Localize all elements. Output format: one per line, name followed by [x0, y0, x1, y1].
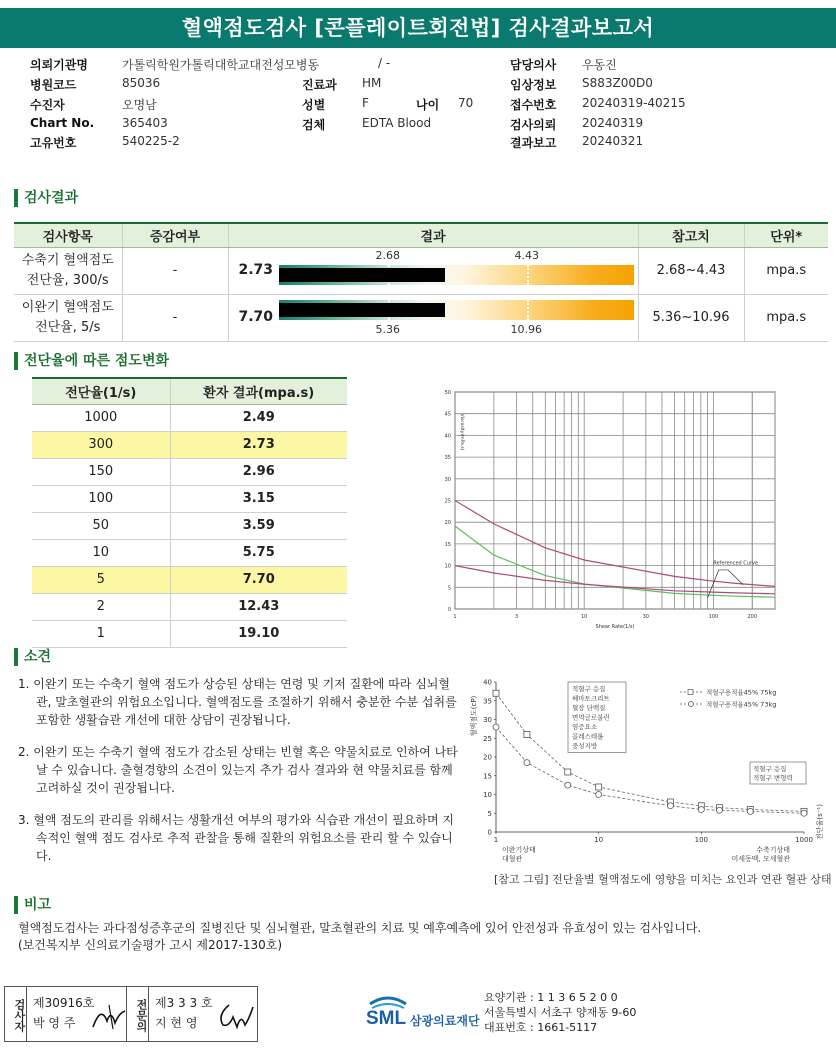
x-right-caption-1: 수축기상태: [756, 846, 790, 854]
footer: [0, 986, 836, 1046]
viscosity-chart: [425, 384, 790, 634]
table-row: [32, 458, 347, 485]
result-unit: mpa.s: [744, 294, 828, 341]
institution-value: 가톨릭학원가톨릭대학교대전성모병동: [122, 58, 320, 72]
verifier-name: 박 영 주: [33, 1016, 76, 1030]
result-bar-fill: [279, 268, 446, 282]
result-change: -: [122, 294, 228, 341]
factor-label-2: 적혈구 변형력: [753, 774, 793, 782]
hospital-code-label: 병원코드: [30, 78, 77, 92]
data-point: [716, 807, 722, 813]
factor-label: 콜레스테롤: [572, 732, 604, 741]
shear-rate-cell: 1000: [32, 404, 170, 431]
verifier-license: 제30916호: [33, 996, 95, 1010]
data-point: [565, 769, 571, 775]
factor-label: 면역글로불린: [572, 713, 610, 722]
shear-rate-cell: 300: [32, 431, 170, 458]
right-axis-label: 전단율(s⁻¹): [816, 804, 824, 840]
legend-marker: [689, 702, 694, 707]
data-point: [801, 810, 807, 816]
table-row: [32, 539, 347, 566]
age-label: 나이: [416, 98, 440, 112]
reference-chart-caption: [참고 그림] 전단율별 혈액점도에 영향을 미치는 요인과 연관 혈관 상태: [494, 873, 832, 886]
y-tick-label: 25: [444, 498, 451, 505]
shear-rate-cell: 1: [32, 620, 170, 647]
result-value: 2.73: [238, 261, 274, 278]
opinion-item-1: 1. 이완기 또는 수축기 혈액 점도가 상승된 상태는 연령 및 기저 질환에 따라 심뇌혈관, 말초혈관의 위험요소입니다. 혈액점도를 조절하기 위해서 충분한 수분 섭취를 포함한 생활습관 개선에 대한 상담이 권장됩니다.: [18, 677, 457, 727]
dept-label: 진료과: [302, 78, 337, 92]
reference-chart: [468, 672, 830, 868]
x-left-caption-2: 대혈관: [502, 855, 523, 863]
lab-address: 서울특별시 서초구 양재동 9-60: [484, 1006, 637, 1019]
data-point: [596, 784, 602, 790]
chart-no-label: Chart No.: [30, 116, 95, 130]
shear-value-cell: 3.59: [170, 512, 347, 539]
result-bar-fill: [279, 303, 446, 317]
shear-rate-cell: 10: [32, 539, 170, 566]
table-row: [32, 566, 347, 593]
y-tick-label: 10: [483, 791, 492, 799]
range-high-label: 4.43: [514, 248, 539, 262]
ward-value: / -: [378, 56, 391, 70]
legend-label: 적혈구용적율45% 75kg: [706, 688, 777, 697]
report-date-label: 결과보고: [510, 136, 557, 150]
shear-value-cell: 12.43: [170, 593, 347, 620]
specimen-label: 검체: [302, 118, 326, 132]
age-value: 70: [458, 96, 474, 110]
result-item-line1: 수축기 혈액점도: [21, 252, 114, 268]
shear-value-cell: 19.10: [170, 620, 347, 647]
y-tick-label: 15: [483, 772, 492, 781]
x-tick-label: 30: [642, 614, 650, 620]
unique-label: 고유번호: [30, 136, 77, 150]
specialist-vertical-label: 전문의: [127, 987, 149, 1041]
x-tick-label: 10: [580, 614, 588, 620]
data-point: [698, 807, 704, 813]
lab-code: 요양기관 : 1 1 3 6 5 2 0 0: [484, 991, 618, 1004]
verifier-signature-icon: [89, 1001, 129, 1033]
results-header-item: 검사항목: [14, 223, 122, 247]
clinical-label: 임상정보: [510, 78, 557, 92]
clinical-value: S883Z00D0: [582, 76, 653, 90]
receipt-label: 접수번호: [510, 98, 557, 112]
results-header-change: 증감여부: [122, 223, 228, 247]
specimen-value: EDTA Blood: [362, 116, 432, 130]
results-header-ref: 참고치: [638, 223, 744, 247]
table-row: [32, 593, 347, 620]
data-point: [667, 803, 673, 809]
y-tick-label: 5: [487, 809, 492, 818]
remark-line-2: (보건복지부 신의료기술평가 고시 제2017-130호): [18, 938, 283, 952]
table-row: [32, 404, 347, 431]
y-tick-label: 35: [444, 455, 451, 462]
result-ref: 5.36~10.96: [638, 294, 744, 341]
results-table: [14, 222, 828, 342]
table-row: [32, 485, 347, 512]
result-item-line2: 전단율, 300/s: [26, 272, 109, 288]
annotation-label: Referenced Curve: [713, 560, 759, 567]
data-point: [524, 760, 530, 766]
x-tick-label: 200: [747, 614, 758, 620]
y-tick-label: 5: [447, 585, 451, 592]
x-tick-label: 3: [515, 614, 519, 620]
x-tick-label: 100: [708, 614, 719, 620]
x-axis-label: Shear Rate(1/s): [595, 624, 635, 630]
table-row: [14, 294, 828, 341]
remark-text: [18, 920, 818, 954]
lab-phone: 대표번호 : 1661-5117: [484, 1021, 598, 1034]
report-date-value: 20240321: [582, 134, 644, 148]
factor-label: 중성지방: [572, 742, 598, 750]
section-results-heading: 검사결과: [14, 189, 78, 207]
data-point: [565, 782, 571, 788]
results-header-result: 결과: [228, 223, 638, 247]
y-axis-label: 혈액점도(cP): [470, 695, 478, 737]
receipt-value: 20240319-40215: [582, 96, 686, 110]
result-ref: 2.68~4.43: [638, 247, 744, 294]
range-high-tick: [527, 300, 529, 320]
shear-table-body: [32, 404, 347, 647]
y-tick-label: 20: [483, 753, 492, 762]
request-value: 20240319: [582, 116, 644, 130]
shear-value-cell: 2.96: [170, 458, 347, 485]
x-tick-label: 100: [694, 836, 709, 844]
x-tick-label: 1: [493, 836, 499, 844]
result-value: 7.70: [238, 308, 274, 325]
y-tick-label: 50: [444, 390, 451, 396]
specialist-signature-icon: [215, 999, 255, 1031]
data-point: [524, 732, 530, 738]
y-tick-label: 15: [444, 541, 451, 548]
sex-value: F: [362, 96, 369, 110]
range-low-label: 2.68: [375, 248, 400, 262]
dept-value: HM: [362, 76, 382, 90]
table-row: [32, 431, 347, 458]
y-tick-label: 0: [487, 828, 492, 837]
result-change: -: [122, 247, 228, 294]
section-opinion-heading: 소견: [14, 648, 51, 666]
y-tick-label: 30: [444, 476, 451, 483]
shear-header-value: 환자 결과(mpa.s): [170, 378, 347, 404]
unique-value: 540225-2: [122, 134, 180, 148]
shear-value-cell: 5.75: [170, 539, 347, 566]
y-tick-label: 40: [483, 678, 492, 687]
patient-info: [0, 54, 836, 154]
table-row: [32, 620, 347, 647]
range-low-label: 5.36: [375, 322, 400, 336]
institution-label: 의뢰기관명: [30, 58, 88, 72]
request-label: 검사의뢰: [510, 118, 557, 132]
y-tick-label: 25: [483, 734, 492, 743]
shear-table: [32, 377, 347, 648]
opinion-item-3: 3. 혈액 점도의 관리를 위해서는 생활개선 여부의 평가와 식습관 개선이 필요하며 지속적인 혈액 점도 검사로 추적 관찰을 통해 질환의 위험요소를 관리 할 수 있습니다.: [18, 813, 454, 863]
shear-rate-cell: 2: [32, 593, 170, 620]
y-tick-label: 45: [444, 411, 451, 418]
data-point: [493, 724, 499, 730]
x-tick-label: 1000: [795, 836, 813, 844]
section-remark-heading: 비고: [14, 896, 51, 914]
legend-label: 적혈구용적율45% 73kg: [706, 700, 777, 709]
x-tick-label: 1: [453, 614, 457, 620]
result-item-line1: 이완기 혈액점도: [21, 299, 114, 315]
x-right-caption-2: 미세동맥, 모세혈관: [731, 855, 790, 863]
sex-label: 성별: [302, 98, 326, 112]
result-unit: mpa.s: [744, 247, 828, 294]
specialist-name: 지 현 영: [155, 1016, 198, 1030]
section-shear-heading: 전단율에 따른 점도변화: [14, 352, 169, 370]
factor-label: 혈장 단백질: [572, 704, 606, 712]
y-tick-label: 40: [444, 433, 451, 440]
opinion-item-2: 2. 이완기 또는 수축기 혈액 점도가 감소된 상태는 빈혈 혹은 약물치료로 인하여 나타날 수 있습니다. 출혈경향의 소견이 있는지 추가 검사 결과와 현 약물치료를 함께 고려하실 것이 권장됩니다.: [18, 745, 458, 795]
y-tick-label: 0: [447, 607, 451, 613]
table-row: [14, 247, 828, 294]
data-point: [493, 690, 499, 696]
data-point: [596, 792, 602, 798]
opinion-text: [18, 675, 458, 879]
range-high-label: 10.96: [510, 322, 542, 336]
factor-label-2: 적혈구 응집: [753, 765, 787, 773]
series-line-1: [496, 693, 804, 811]
y-axis-label: Viscosity(mPa.s): [459, 413, 464, 451]
hospital-code-value: 85036: [122, 76, 161, 90]
table-row: [32, 512, 347, 539]
x-tick-label: 10: [594, 836, 604, 844]
doctor-value: 우동진: [582, 58, 617, 72]
lab-info: [484, 990, 636, 1035]
shear-rate-cell: 150: [32, 458, 170, 485]
data-point: [747, 808, 753, 814]
legend-marker: [688, 690, 693, 695]
patient-value: 오명남: [122, 98, 157, 112]
company-name: 삼광의료재단: [410, 1014, 480, 1028]
range-high-tick: [527, 265, 529, 285]
shear-rate-cell: 5: [32, 566, 170, 593]
factor-label: 적혈구 응집: [572, 685, 606, 693]
factor-label: 헤마토크리트: [572, 694, 610, 703]
shear-rate-cell: 100: [32, 485, 170, 512]
shear-value-cell: 2.49: [170, 404, 347, 431]
doctor-label: 담당의사: [510, 58, 557, 72]
results-header-unit: 단위*: [744, 223, 828, 247]
y-tick-label: 30: [483, 716, 492, 724]
specialist-license: 제3 3 3 호: [155, 996, 213, 1010]
chart-no-value: 365403: [122, 116, 168, 130]
report-title: 혈액점도검사 [콘플레이트회전법] 검사결과보고서: [0, 8, 836, 48]
sml-logo-text: SML: [366, 1008, 407, 1029]
signature-box: [4, 986, 258, 1042]
shear-header-rate: 전단율(1/s): [32, 378, 170, 404]
x-left-caption-1: 이완기상태: [502, 846, 536, 854]
shear-value-cell: 7.70: [170, 566, 347, 593]
result-item-line2: 전단율, 5/s: [35, 319, 101, 335]
shear-rate-cell: 50: [32, 512, 170, 539]
factor-label: 염증요소: [572, 723, 598, 731]
y-tick-label: 20: [444, 520, 451, 527]
remark-line-1: 혈액점도검사는 과다점성증후군의 질병진단 및 심뇌혈관, 말초혈관의 치료 및 예후예측에 있어 안전성과 유효성이 있는 검사입니다.: [18, 921, 702, 935]
y-tick-label: 10: [444, 563, 451, 570]
patient-label: 수진자: [30, 98, 65, 112]
verifier-vertical-label: 검사자: [5, 987, 27, 1041]
y-tick-label: 35: [483, 697, 492, 706]
shear-value-cell: 2.73: [170, 431, 347, 458]
shear-value-cell: 3.15: [170, 485, 347, 512]
